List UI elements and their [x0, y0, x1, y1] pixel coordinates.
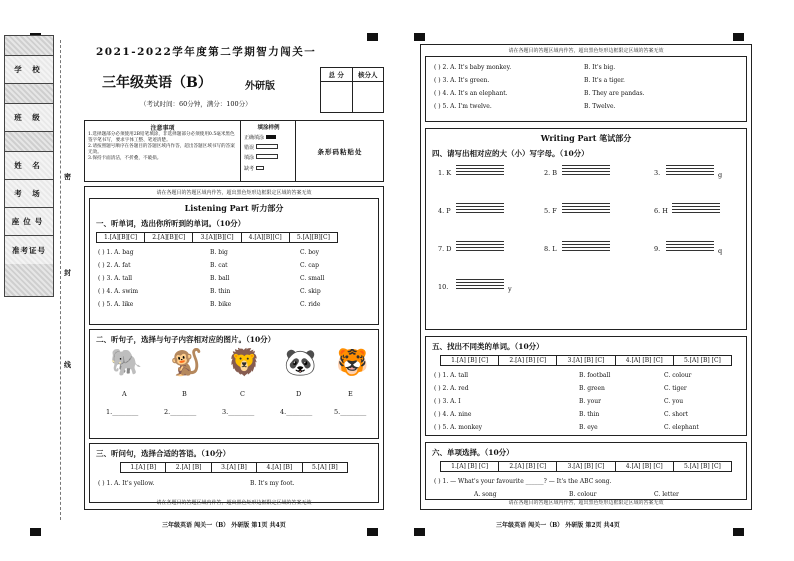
- field-exam-id[interactable]: 准考证号: [5, 236, 53, 264]
- section-1: [89, 198, 379, 325]
- section-2-title: 二、听句子，选择与句子内容相对应的图片。（10分）: [96, 335, 276, 344]
- answer-option[interactable]: 1.[A] [B] [C]: [441, 356, 499, 365]
- image-label: C: [240, 390, 245, 398]
- writing-lines[interactable]: [562, 203, 610, 215]
- answer-blank[interactable]: 5.________: [334, 408, 367, 416]
- panda-icon: 🐼: [284, 348, 317, 378]
- section-2: [89, 329, 379, 439]
- score-checker-cell[interactable]: [353, 82, 384, 112]
- question-row: ( ) 3. A. It's green. B. It's a tiger.: [434, 77, 625, 84]
- section-6-title: 六、单项选择。（10分）: [432, 448, 514, 457]
- field-class[interactable]: 班 级: [5, 104, 53, 132]
- section-6: [425, 442, 747, 500]
- seal-char-feng: 封: [64, 268, 71, 277]
- image-label: D: [296, 390, 302, 398]
- letter-item: 6. H: [654, 207, 668, 215]
- section-4-title: 四、请写出相对应的大（小）写字母。（10分）: [432, 149, 589, 158]
- barcode-area: 条形码粘贴处: [317, 147, 363, 156]
- notes-item-3: 3.保持卡面清洁，不折叠，不破损。: [88, 156, 162, 161]
- answer-option[interactable]: 4.[A][B][C]: [242, 233, 290, 242]
- section-5: [425, 336, 747, 436]
- answer-option[interactable]: 4.[A] [B] [C]: [616, 462, 674, 471]
- question-row: ( ) 1. A. bag B. big C. boy: [98, 249, 320, 256]
- fill-wrong2-label: 填涂: [244, 155, 255, 161]
- time-score: （考试时间：60分钟，满分：100分）: [140, 100, 252, 108]
- section-4: [425, 128, 747, 330]
- corner-mark: [30, 528, 41, 536]
- letter-item: 2. B: [544, 169, 558, 177]
- letter-suffix: g: [718, 171, 723, 179]
- section-3-continued: [425, 56, 747, 122]
- score-total-cell[interactable]: [321, 82, 353, 112]
- question-options: A. song B. colour C. letter: [474, 491, 679, 498]
- student-info-sidebar: [4, 35, 54, 297]
- corner-mark: [367, 528, 378, 536]
- letter-item: 1. K: [438, 169, 452, 177]
- section-3-answer-grid: [120, 462, 348, 473]
- letter-item: 9.: [654, 245, 661, 253]
- answer-option[interactable]: 3.[A] [B] [C]: [557, 356, 615, 365]
- question-row: ( ) 3. A. tall B. ball C. small: [98, 275, 325, 282]
- monkey-icon: 🐒: [170, 348, 203, 378]
- letter-suffix: q: [718, 247, 723, 255]
- listening-title: Listening Part 听力部分: [184, 203, 284, 213]
- answer-option[interactable]: 4.[A] [B]: [257, 463, 302, 472]
- writing-lines[interactable]: [456, 241, 504, 253]
- notes-title: 注意事项: [150, 125, 175, 132]
- answer-notice: 请在各题目的答题区域内作答，超出黑色矩形边框限定区域的答案无效: [156, 190, 312, 196]
- question-row: ( ) 4. A. swim B. thin C. skip: [98, 288, 321, 295]
- answer-blank[interactable]: 1.________: [106, 408, 139, 416]
- letter-item: 8. L: [544, 245, 557, 253]
- answer-blank[interactable]: 2.________: [164, 408, 197, 416]
- notes-item-1: 1.选择题部分必须使用2B铅笔填涂，非选择题部分必须使用0.5毫米黑色签字笔书写，要求字体工整、笔迹清楚。: [88, 132, 235, 143]
- corner-mark: [414, 528, 425, 536]
- wrong-sample2-icon: [256, 154, 278, 159]
- elephant-icon: 🐘: [110, 348, 143, 378]
- answer-option[interactable]: 1.[A] [B] [C]: [441, 462, 499, 471]
- writing-lines[interactable]: [456, 165, 504, 177]
- answer-option[interactable]: 1.[A][B][C]: [97, 233, 145, 242]
- writing-lines[interactable]: [456, 203, 504, 215]
- question-row: ( ) 1. A. It's yellow. B. It's my foot.: [98, 480, 295, 487]
- question-row: ( ) 2. A. red B. green C. tiger: [434, 385, 687, 392]
- answer-option[interactable]: 3.[A][B][C]: [193, 233, 241, 242]
- answer-notice-bottom: 请在各题目的答题区域内作答，超出黑色矩形边框限定区域的答案无效: [156, 500, 312, 506]
- answer-option[interactable]: 2.[A][B][C]: [145, 233, 193, 242]
- corner-mark: [414, 33, 425, 41]
- image-label: B: [182, 390, 187, 398]
- writing-lines[interactable]: [562, 165, 610, 177]
- letter-item: 10.: [438, 283, 449, 291]
- answer-option[interactable]: 5.[A] [B] [C]: [683, 463, 721, 470]
- answer-option[interactable]: 2.[A] [B]: [166, 463, 211, 472]
- field-name[interactable]: 姓 名: [5, 152, 53, 180]
- writing-lines[interactable]: [666, 241, 714, 253]
- answer-notice-bottom: 请在各题目的答题区域内作答，超出黑色矩形边框限定区域的答案无效: [508, 500, 664, 506]
- question-row: ( ) 3. A. I B. your C. you: [434, 398, 684, 405]
- page2-answer-frame: [420, 44, 752, 510]
- answer-blank[interactable]: 3.________: [222, 408, 255, 416]
- section-1-title: 一、听单词，选出你所听到的单词。（10分）: [96, 219, 246, 228]
- answer-option[interactable]: 5.[A] [B] [C]: [683, 357, 721, 364]
- field-seat[interactable]: 座位号: [5, 208, 53, 236]
- letter-suffix: y: [508, 285, 512, 293]
- page1-answer-frame: [84, 186, 384, 510]
- question-row: ( ) 4. A. It's an elephant. B. They are pandas.: [434, 90, 645, 97]
- question-row: ( ) 2. A. It's baby monkey. B. It's big.: [434, 64, 616, 71]
- image-label: A: [122, 390, 127, 398]
- edition: 外研版: [245, 81, 275, 92]
- answer-option[interactable]: 3.[A] [B]: [212, 463, 257, 472]
- answer-option[interactable]: 2.[A] [B] [C]: [499, 356, 557, 365]
- fill-wrong-label: 错误: [244, 145, 255, 151]
- seal-char-mi: 密: [64, 172, 71, 181]
- image-label: E: [348, 390, 353, 398]
- field-school[interactable]: 学 校: [5, 56, 53, 84]
- letter-item: 5. F: [544, 207, 557, 215]
- seal-char-xian: 线: [64, 360, 71, 369]
- answer-option[interactable]: 1.[A] [B]: [121, 463, 166, 472]
- seal-line: [60, 40, 61, 520]
- answer-option[interactable]: 5.[A][B][C]: [296, 234, 330, 241]
- tiger-icon: 🐯: [336, 348, 369, 378]
- fill-sample-icon: [266, 135, 276, 139]
- score-total-label: 总 分: [321, 68, 353, 81]
- corner-mark: [367, 33, 378, 41]
- writing-lines[interactable]: [672, 203, 720, 215]
- writing-lines[interactable]: [666, 165, 714, 177]
- letter-item: 3.: [654, 169, 661, 177]
- notes-box: [84, 120, 384, 182]
- answer-option[interactable]: 4.[A] [B] [C]: [616, 356, 674, 365]
- section-5-title: 五、找出不同类的单词。（10分）: [432, 342, 544, 351]
- question-row: ( ) 5. A. I'm twelve. B. Twelve.: [434, 103, 616, 110]
- question-row: ( ) 5. A. like B. bike C. ride: [98, 301, 321, 308]
- section-5-answer-grid: [440, 355, 732, 366]
- question-row: ( ) 1. — What's your favourite ______? — It's the ABC song.: [434, 478, 612, 485]
- lion-icon: 🦁: [228, 348, 261, 378]
- writing-lines[interactable]: [456, 279, 504, 291]
- answer-option[interactable]: 3.[A] [B] [C]: [557, 462, 615, 471]
- section-3-title: 三、听问句，选择合适的答语。（10分）: [96, 449, 231, 458]
- fill-title: 填涂样例: [257, 125, 280, 131]
- question-row: ( ) 4. A. nine B. thin C. short: [434, 411, 689, 418]
- score-box: [320, 67, 384, 113]
- section-1-answer-grid: [96, 232, 338, 243]
- writing-title: Writing Part 笔试部分: [540, 133, 632, 143]
- answer-option[interactable]: 2.[A] [B] [C]: [499, 462, 557, 471]
- absent-label: 缺考: [244, 166, 255, 172]
- field-exam-room[interactable]: 考 场: [5, 180, 53, 208]
- notes-item-2: 2.请按照题号顺序在各题目的答题区域内作答，超出答题区域书写的答案无效。: [88, 144, 235, 155]
- section-6-answer-grid: [440, 461, 732, 472]
- section-3: [89, 443, 379, 503]
- subject-title: 三年级英语（B）: [102, 75, 212, 91]
- letter-item: 7. D: [438, 245, 452, 253]
- question-row: ( ) 1. A. tall B. football C. colour: [434, 372, 692, 379]
- exam-title: 2021-2022学年度第二学期智力闯关一: [96, 46, 317, 58]
- letter-item: 4. P: [438, 207, 451, 215]
- corner-mark: [733, 528, 744, 536]
- answer-blank[interactable]: 4.________: [280, 408, 313, 416]
- page1-footer: 三年级英语 闯关一（B） 外研版 第1页 共4页: [162, 522, 286, 529]
- writing-lines[interactable]: [562, 241, 610, 253]
- page2-footer: 三年级英语 闯关一（B） 外研版 第2页 共4页: [496, 522, 620, 529]
- corner-mark: [733, 33, 744, 41]
- answer-notice: 请在各题目的答题区域内作答，超出黑色矩形边框限定区域的答案无效: [508, 48, 664, 54]
- absent-checkbox[interactable]: [256, 166, 264, 170]
- score-checker-label: 核分人: [358, 71, 378, 79]
- question-row: ( ) 2. A. fat B. cat C. cap: [98, 262, 319, 269]
- fill-correct-label: 正确填涂: [244, 135, 265, 141]
- answer-option[interactable]: 5.[A] [B]: [311, 464, 338, 471]
- question-row: ( ) 5. A. monkey B. eye C. elephant: [434, 424, 699, 431]
- wrong-sample-icon: [256, 144, 278, 149]
